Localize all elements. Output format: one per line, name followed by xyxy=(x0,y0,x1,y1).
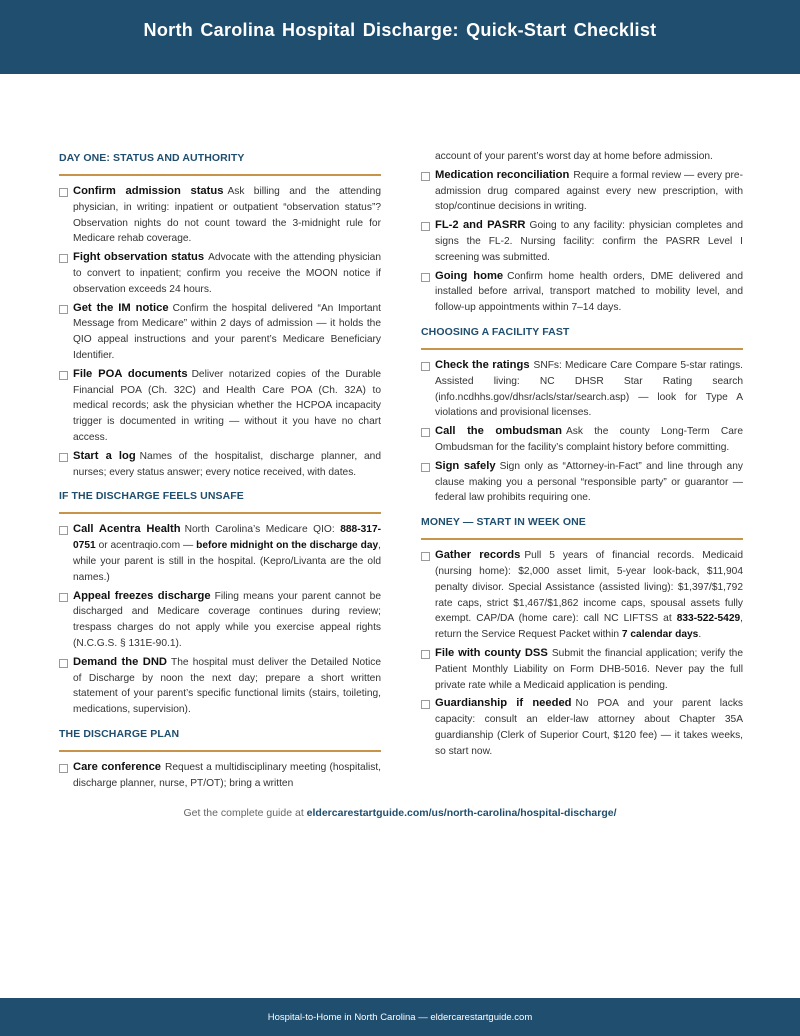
item-text: No POA and your parent lacks capacity: consult an elder-law attorney about Chapter 35A guardianship (Clerk of Superior Court, $120 fee) — it takes weeks, so start now. xyxy=(435,698,744,757)
item-text: , return the Service Request Packet within xyxy=(435,613,743,641)
right-column xyxy=(421,150,743,795)
item-lead: Check the ratings xyxy=(435,358,530,371)
footer-text: Hospital-to-Home in North Carolina — eldercarestartguide.com xyxy=(267,1011,533,1023)
item-text: Pull 5 years of financial records. Medicaid (nursing home): $2,000 asset limit, 5-year look-back, $11,904 penalty divisor. Special Assistance (assisted living): $1,397/$1,792 rate caps, strict $1,467/$1,862 income caps, spousal assets fully exempt. CAP/DA (home care): call NC LIFTSS at xyxy=(435,550,743,625)
checklist-item xyxy=(59,655,381,718)
checkbox[interactable] xyxy=(59,188,68,197)
item-lead: Call the ombudsman xyxy=(435,425,562,438)
item-text: Going to any facility: physician completes and signs the FL-2. Nursing facility: confirm the PASRR Level I screening was submitted. xyxy=(435,220,743,263)
item-text: Request a multidisciplinary meeting (hospitalist, discharge planner, nurse, PT/OT); bring a written xyxy=(73,761,381,789)
item-lead: Call Acentra Health xyxy=(73,523,181,536)
checklist-item xyxy=(421,548,743,643)
checkbox[interactable] xyxy=(59,254,68,263)
checklist-item xyxy=(421,358,743,421)
item-text: North Carolina’s Medicare QIO: xyxy=(184,524,341,536)
checklist-item xyxy=(421,459,743,506)
checklist-item xyxy=(421,646,743,693)
packet-deadline: 7 calendar days xyxy=(621,629,699,641)
checkbox[interactable] xyxy=(59,764,68,773)
guide-link[interactable]: eldercarestartguide.com/us/north-carolina/hospital-discharge/ xyxy=(306,807,617,819)
checklist-item xyxy=(421,424,743,456)
appeal-deadline: before midnight on the discharge day xyxy=(196,540,379,552)
checkbox[interactable] xyxy=(421,650,430,659)
checkbox[interactable] xyxy=(59,305,68,314)
checklist-item xyxy=(59,589,381,652)
item-text: Names of the hospitalist, discharge planner, and nurses; every status answer; every notice received, with dates. xyxy=(73,450,382,478)
item-lead: Start a log xyxy=(73,449,136,462)
checkbox[interactable] xyxy=(421,463,430,472)
item-lead: Care conference xyxy=(73,760,162,773)
checkbox[interactable] xyxy=(59,526,68,535)
checkbox[interactable] xyxy=(421,700,430,709)
liftss-phone: 833-522-5429 xyxy=(676,613,741,625)
item-text: , while your parent is still in the hospital. (Kepro/Livanta are the old names.) xyxy=(73,540,381,583)
item-text: The hospital must deliver the Detailed Notice of Discharge by noon the next day; prepare a short written statement of your parent’s specific functional limits (stairs, toileting, medications, supervision). xyxy=(73,656,382,716)
checklist-item xyxy=(421,269,743,316)
checklist-item xyxy=(421,696,743,759)
item-lead: File POA documents xyxy=(73,367,188,380)
checkbox[interactable] xyxy=(421,172,430,181)
item-text: Confirm the hospital delivered “An Important Message from Medicare” within 2 days of admission — it holds the QIO appeal instructions and your parent’s Medicare Beneficiary Identifier. xyxy=(73,302,381,361)
checkbox[interactable] xyxy=(421,362,430,371)
item-lead: Appeal freezes discharge xyxy=(73,589,211,602)
item-text: . xyxy=(698,629,702,641)
item-text: Ask the county Long-Term Care Ombudsman for the facility’s complaint history before committing. xyxy=(435,426,743,453)
checklist-item xyxy=(421,218,743,265)
item-text: Deliver notarized copies of the Durable Financial POA (Ch. 32C) and Health Care POA (Ch. 32A) to medical records; ask the physician whether the HCPOA incapacity trigger is documented in writing — without it you have no chart access. xyxy=(73,368,382,443)
item-lead: Guardianship if needed xyxy=(435,697,572,710)
item-text: Confirm home health orders, DME delivered and installed before arrival, transport matched to mobility level, and follow-up appointments within 7–14 days. xyxy=(435,270,743,314)
checklist-item xyxy=(421,168,743,215)
item-lead: Going home xyxy=(435,269,504,282)
section-title-money: MONEY — START IN WEEK ONE xyxy=(421,514,743,540)
item-lead: Demand the DND xyxy=(73,655,167,668)
page-footer xyxy=(0,998,800,1036)
checklist-item xyxy=(59,301,381,364)
guide-link-prefix: Get the complete guide at xyxy=(183,807,307,819)
checkbox[interactable] xyxy=(421,552,430,561)
item-lead: Medication reconciliation xyxy=(435,168,570,181)
checkbox[interactable] xyxy=(59,453,68,462)
checklist-item xyxy=(59,760,381,792)
checklist-item xyxy=(59,184,381,247)
item-text: Advocate with the attending physician to convert to inpatient; confirm you receive the MOON notice if observation exceeds 24 hours. xyxy=(73,252,381,295)
item-text: Filing means your parent cannot be discharged and Medicare coverage continues during review; trespass charges do not apply while you exercise appeal rights (N.C.G.S. § 131E-90.1). xyxy=(73,590,381,649)
checklist-columns xyxy=(59,150,743,795)
item-text: or acentraqio.com — xyxy=(95,540,197,552)
checklist-item xyxy=(59,367,381,446)
item-lead: File with county DSS xyxy=(435,646,548,659)
checkbox[interactable] xyxy=(421,428,430,437)
page-title: North Carolina Hospital Discharge: Quick-Start Checklist xyxy=(143,20,657,40)
item-text: Sign only as “Attorney-in-Fact” and line through any clause making you a personal “responsible party” or guarantor — federal law prohibits requiring one. xyxy=(435,460,743,504)
item-lead: Fight observation status xyxy=(73,251,205,264)
checkbox[interactable] xyxy=(421,222,430,231)
section-title-day-one: DAY ONE: STATUS AND AUTHORITY xyxy=(59,150,381,176)
item-text: Ask billing and the attending physician, in writing: inpatient or outpatient “observation status”? Observation nights do not count toward the 3-midnight rule for Medicare rehab coverage. xyxy=(73,186,381,245)
item-lead: Gather records xyxy=(435,549,521,562)
checklist-item xyxy=(59,449,381,481)
checklist-item xyxy=(59,522,381,585)
item-lead: FL-2 and PASRR xyxy=(435,219,526,232)
checklist-item xyxy=(59,250,381,297)
section-title-unsafe: IF THE DISCHARGE FEELS UNSAFE xyxy=(59,488,381,514)
item-lead: Confirm admission status xyxy=(73,185,224,197)
section-title-discharge-plan: THE DISCHARGE PLAN xyxy=(59,726,381,752)
item-text: Require a formal review — every pre-admission drug compared against every new prescription, with stop/continue decisions in writing. xyxy=(435,169,743,213)
checkbox[interactable] xyxy=(59,593,68,602)
checkbox[interactable] xyxy=(421,273,430,282)
left-column xyxy=(59,150,381,795)
item-lead: Get the IM notice xyxy=(73,301,169,314)
qio-phone: 888-317-0751 xyxy=(73,524,381,552)
section-title-facility: CHOOSING A FACILITY FAST xyxy=(421,324,743,350)
page-header xyxy=(0,0,800,74)
item-lead: Sign safely xyxy=(435,459,496,472)
item-text: Submit the financial application; verify the Patient Monthly Liability on Form DHB-5016. Never pay the full private rate while a Medicaid application is pending. xyxy=(435,647,743,691)
item-continuation: account of your parent’s worst day at home before admission. xyxy=(435,151,713,162)
checkbox[interactable] xyxy=(59,659,68,668)
checkbox[interactable] xyxy=(59,371,68,380)
guide-link-line xyxy=(0,807,800,819)
item-text: SNFs: Medicare Care Compare 5-star ratings. Assisted living: NC DHSR Star Rating search (info.ncdhhs.gov/dhsr/acls/star/search.asp) — look for Type A violations and provisional licenses. xyxy=(435,359,743,419)
